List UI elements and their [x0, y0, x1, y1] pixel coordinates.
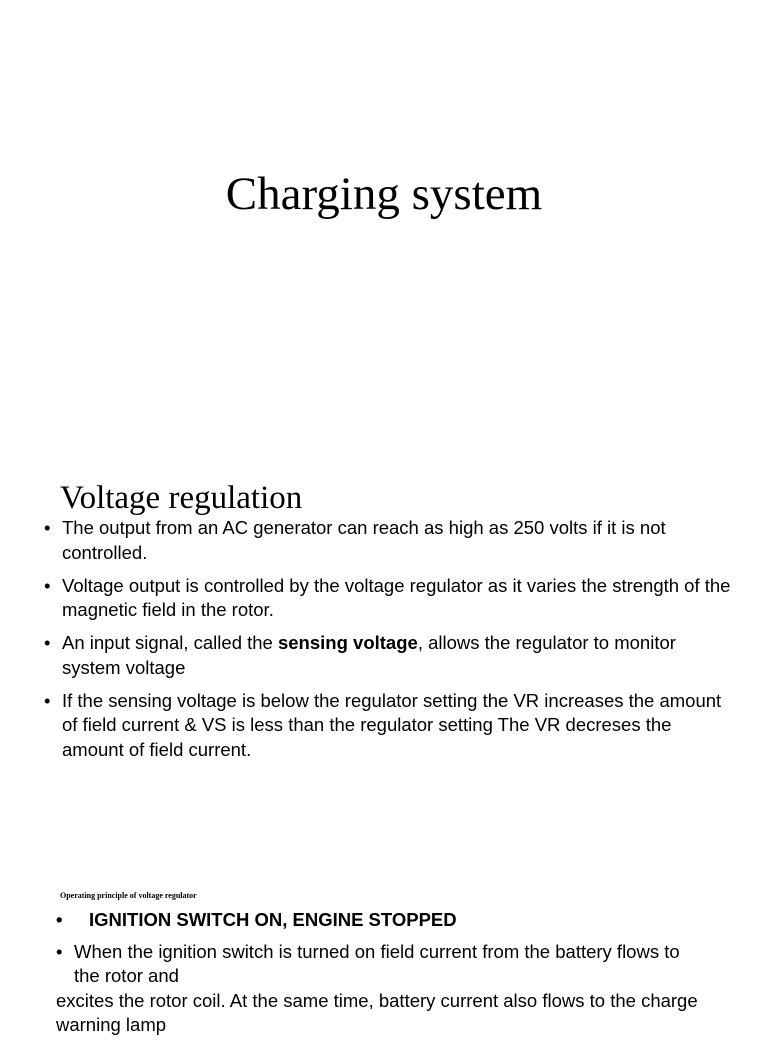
bullet-icon: • [44, 632, 51, 653]
bullet-item [44, 689, 734, 763]
presentation-title: Charging system [225, 168, 543, 220]
bullet-item [56, 908, 706, 933]
slide-title [0, 0, 768, 460]
bullet-item [44, 631, 734, 680]
bullet-icon: • [44, 689, 51, 711]
bullet-text-after: , allows the regulator to monitor system voltage [62, 632, 676, 678]
bullet-text: IGNITION SWITCH ON, ENGINE STOPPED [89, 909, 457, 930]
bullet-text: Voltage output is controlled by the voltage regulator as it varies the strength of the magnetic field in the rotor. [62, 574, 731, 620]
bullet-text-bold: sensing voltage [277, 632, 418, 653]
slide-heading: Voltage regulation [60, 480, 303, 516]
bullet-item [56, 940, 706, 1038]
bullet-list [56, 908, 706, 1045]
bullet-text-before: An input signal, called the [62, 632, 278, 653]
bullet-text: The output from an AC generator can reach as high as 250 volts if it is not controlled. [62, 517, 666, 563]
bullet-icon: • [44, 574, 51, 596]
bullet-list [44, 516, 734, 771]
bullet-text: If the sensing voltage is below the regulator setting the VR increases the amount of field current & VS is less than the regulator setting The VR decreses the amount of field current. [62, 689, 722, 760]
slide-heading: Operating principle of voltage regulator [60, 891, 197, 900]
bullet-item [44, 574, 734, 623]
bullet-item [44, 516, 734, 565]
slide-voltage-regulation [0, 460, 768, 840]
bullet-text: When the ignition switch is turned on field current from the battery flows to the rotor and [74, 940, 680, 986]
bullet-icon: • [56, 909, 63, 930]
slide-operating-principle [0, 840, 768, 1035]
bullet-icon: • [44, 517, 51, 538]
bullet-icon: • [56, 940, 63, 962]
bullet-continuation-text: excites the rotor coil. At the same time, battery current also flows to the charge warning lamp [56, 989, 698, 1035]
